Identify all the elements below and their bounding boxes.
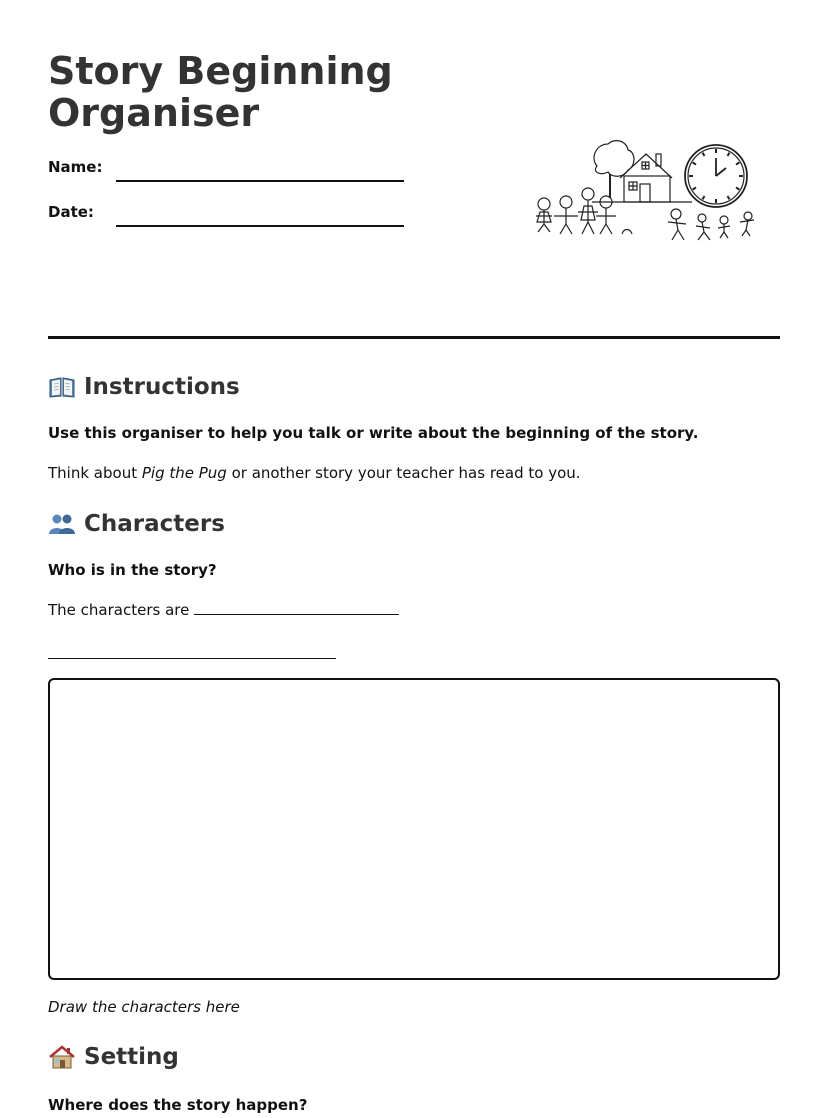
name-field-row	[48, 158, 404, 176]
family-house-clock-illustration	[532, 136, 758, 244]
instructions-text-after: or another story your teacher has read to you.	[226, 464, 581, 482]
instructions-heading-text: Instructions	[84, 374, 240, 400]
instructions-heading	[48, 374, 240, 400]
instructions-lead: Use this organiser to help you talk or write about the beginning of the story.	[48, 424, 699, 442]
section-divider	[48, 336, 780, 339]
instructions-text	[48, 464, 581, 482]
characters-question: Who is in the story?	[48, 561, 217, 579]
setting-heading	[48, 1044, 179, 1070]
house-icon	[48, 1045, 76, 1069]
page-title: Story Beginning Organiser	[48, 49, 393, 135]
characters-heading-text: Characters	[84, 511, 225, 537]
name-label: Name:	[48, 158, 103, 176]
instructions-text-before: Think about	[48, 464, 142, 482]
name-input-line[interactable]	[116, 180, 404, 182]
characters-heading	[48, 511, 225, 537]
characters-prompt	[48, 601, 399, 619]
setting-question: Where does the story happen?	[48, 1096, 308, 1114]
story-title: Pig the Pug	[141, 464, 227, 482]
characters-answer-line[interactable]	[194, 602, 399, 615]
characters-drawing-box[interactable]	[48, 678, 780, 980]
characters-answer-line-2[interactable]	[48, 646, 336, 659]
date-field-row	[48, 203, 404, 221]
characters-drawing-caption: Draw the characters here	[48, 998, 240, 1016]
setting-heading-text: Setting	[84, 1044, 179, 1070]
worksheet-page	[48, 0, 780, 1118]
book-icon	[48, 375, 76, 399]
date-input-line[interactable]	[116, 225, 404, 227]
characters-prompt-text: The characters are	[48, 601, 195, 619]
date-label: Date:	[48, 203, 94, 221]
people-icon	[48, 512, 76, 536]
